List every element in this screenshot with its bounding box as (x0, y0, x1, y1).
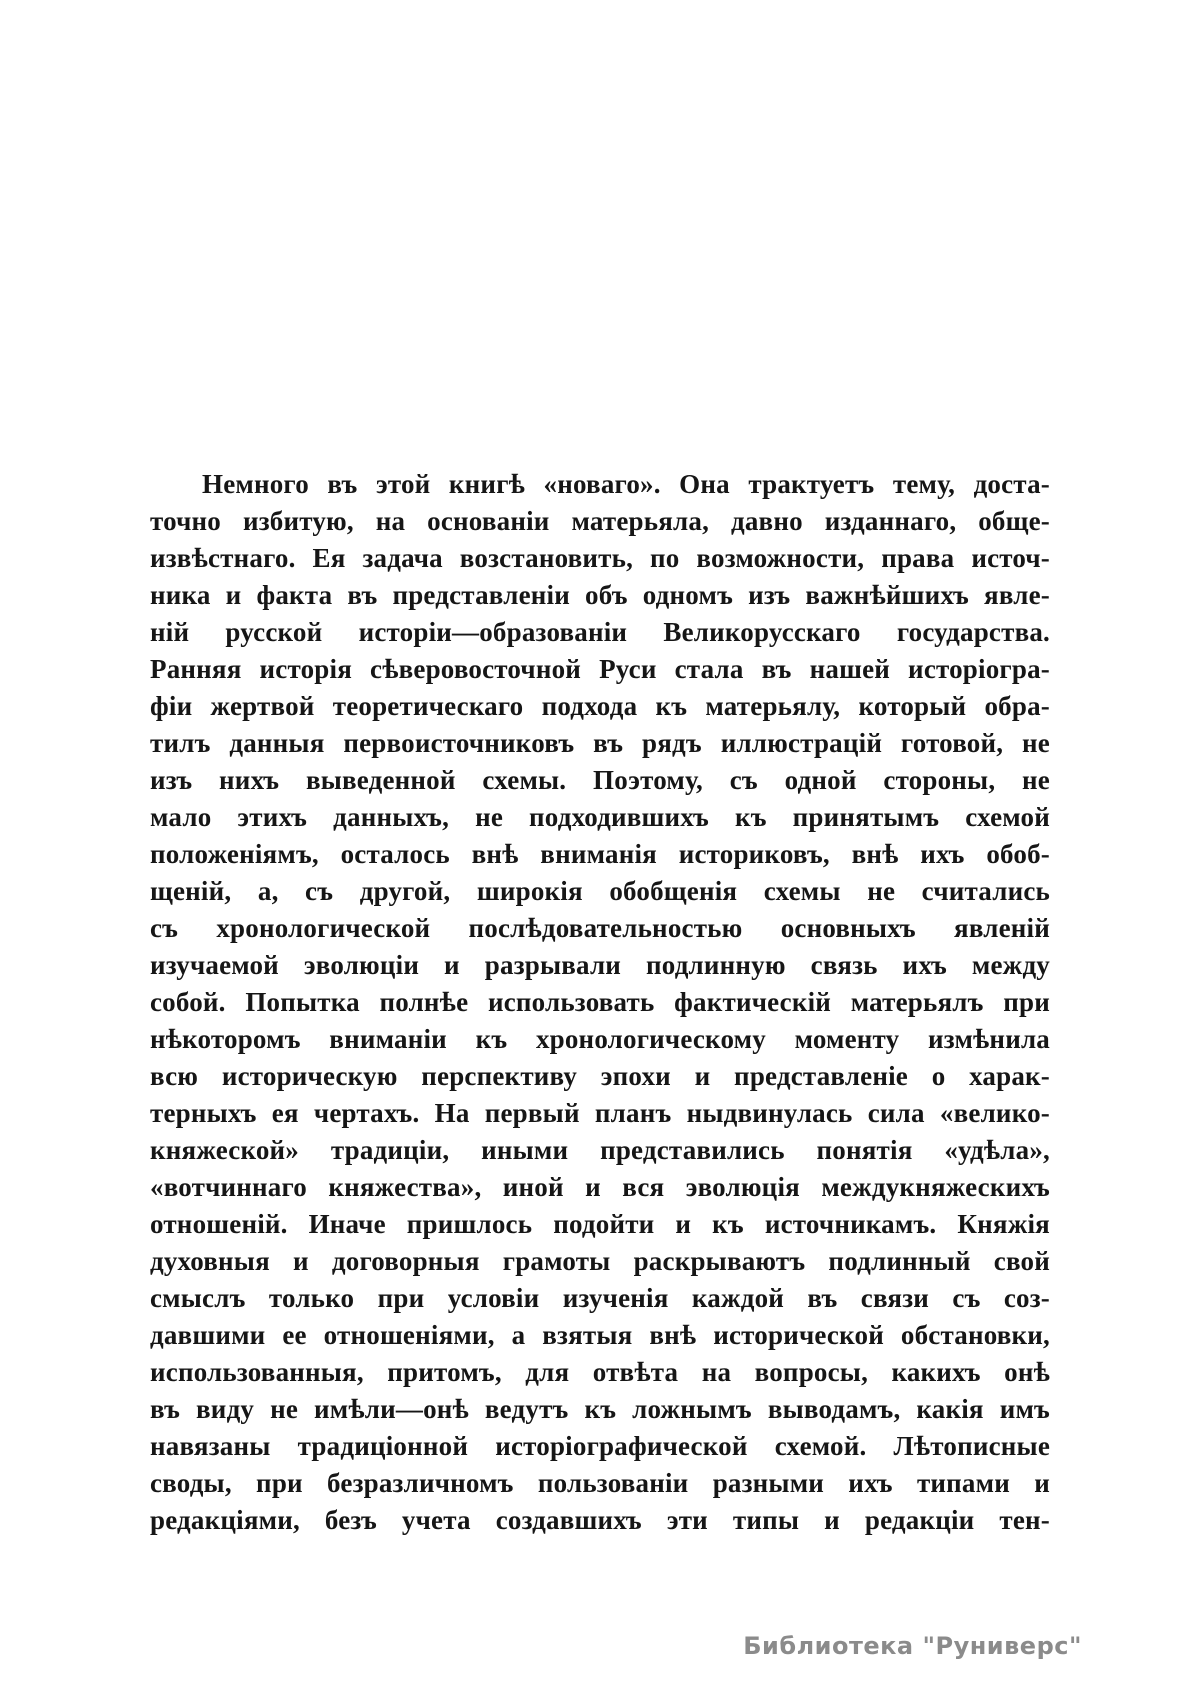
text-line: точно избитую, на основаніи матерьяла, давно изданнаго, обще- (150, 506, 1050, 536)
text-line: Ранняя исторія сѣверовосточной Руси стала въ нашей исторіогра- (150, 654, 1050, 684)
text-line: «вотчиннаго княжества», иной и вся эволюція междукняжескихъ (150, 1172, 1050, 1202)
text-line: фіи жертвой теоретическаго подхода къ матерьялу, который обра- (150, 691, 1050, 721)
text-line: изучаемой эволюціи и разрывали подлинную связь ихъ между (150, 950, 1050, 980)
text-line: княжеской» традиціи, иными представились понятія «удѣла», (150, 1135, 1050, 1165)
text-line: мало этихъ данныхъ, не подходившихъ къ принятымъ схемой (150, 802, 1050, 832)
text-line: отношеній. Иначе пришлось подойти и къ источникамъ. Княжія (150, 1209, 1050, 1239)
text-line: нѣкоторомъ вниманіи къ хронологическому моменту измѣнила (150, 1024, 1050, 1054)
text-line: собой. Попытка полнѣе использовать фактическій матерьялъ при (150, 987, 1050, 1017)
text-line: духовныя и договорныя грамоты раскрываютъ подлинный свой (150, 1246, 1050, 1276)
text-line: ника и факта въ представленіи объ одномъ изъ важнѣйшихъ явле- (150, 580, 1050, 610)
text-line: использованныя, притомъ, для отвѣта на вопросы, какихъ онѣ (150, 1357, 1050, 1387)
text-line: изъ нихъ выведенной схемы. Поэтому, съ одной стороны, не (150, 765, 1050, 795)
text-line: редакціями, безъ учета создавшихъ эти типы и редакціи тен- (150, 1505, 1050, 1535)
text-line: извѣстнаго. Ея задача возстановить, по возможности, права источ- (150, 543, 1050, 573)
text-line: терныхъ ея чертахъ. На первый планъ ныдвинулась сила «велико- (150, 1098, 1050, 1128)
body-text (150, 466, 1050, 1539)
text-line: навязаны традиціонной исторіографической схемой. Лѣтописные (150, 1431, 1050, 1461)
text-line: своды, при безразличномъ пользованіи разными ихъ типами и (150, 1468, 1050, 1498)
watermark: Библиотека "Руниверс" (743, 1632, 1082, 1660)
text-line: въ виду не имѣли—онѣ ведутъ къ ложнымъ выводамъ, какія имъ (150, 1394, 1050, 1424)
text-line: положеніямъ, осталось внѣ вниманія историковъ, внѣ ихъ обоб- (150, 839, 1050, 869)
text-line: тилъ данныя первоисточниковъ въ рядъ иллюстрацій готовой, не (150, 728, 1050, 758)
text-line: Немного въ этой книгѣ «новаго». Она трактуетъ тему, доста- (202, 469, 1050, 499)
text-line: съ хронологической послѣдовательностью основныхъ явленій (150, 913, 1050, 943)
text-line: всю историческую перспективу эпохи и представленіе о харак- (150, 1061, 1050, 1091)
text-line: смыслъ только при условіи изученія каждой въ связи съ соз- (150, 1283, 1050, 1313)
text-line: ній русской исторіи—образованіи Великорусскаго государства. (150, 617, 1050, 647)
text-line: щеній, а, съ другой, широкія обобщенія схемы не считались (150, 876, 1050, 906)
text-line: давшими ее отношеніями, а взятыя внѣ исторической обстановки, (150, 1320, 1050, 1350)
